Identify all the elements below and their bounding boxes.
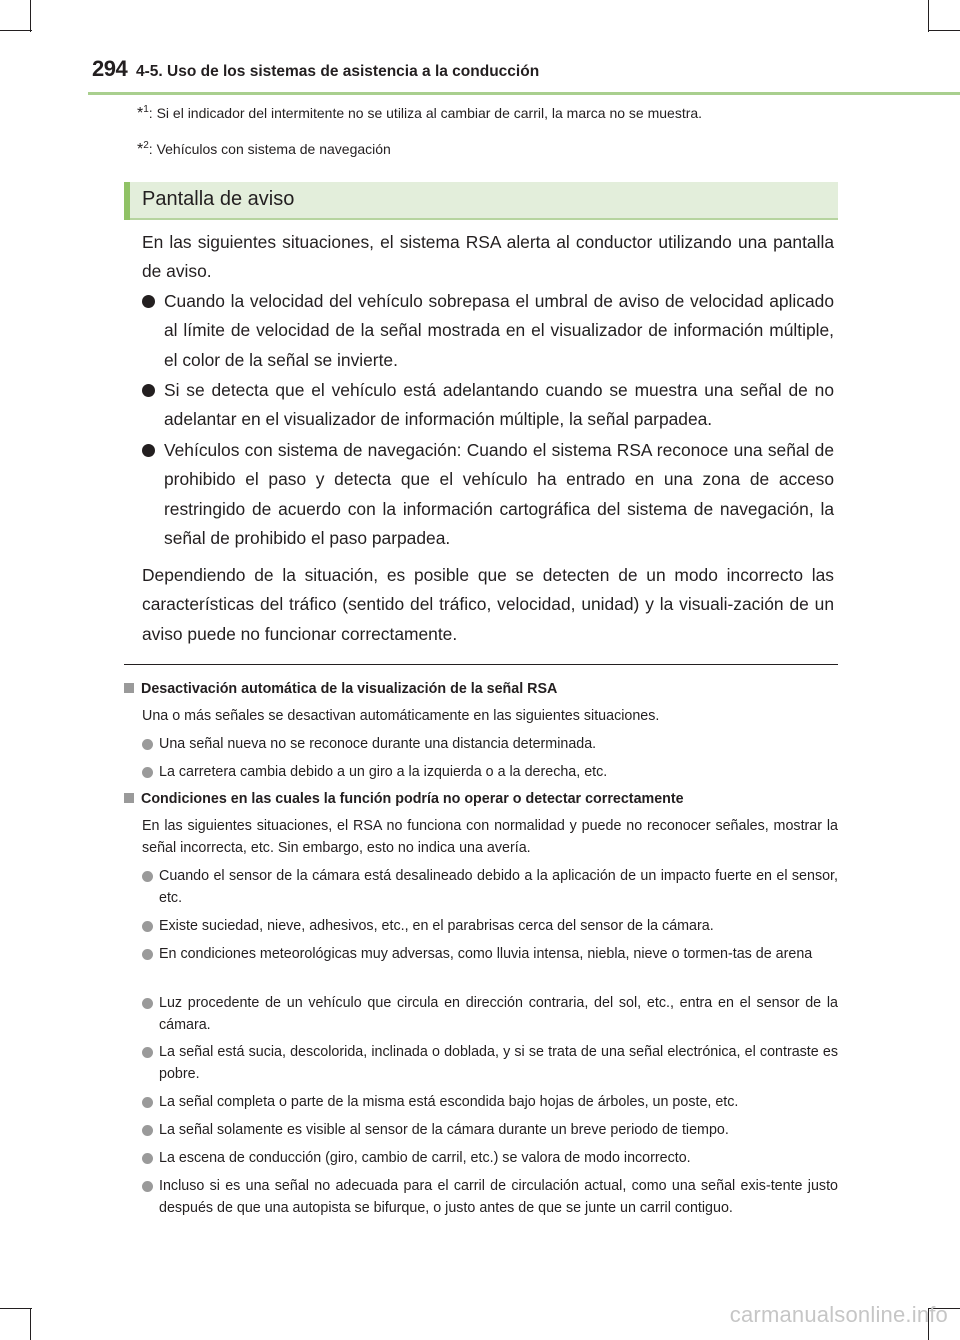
footnote-text: : Si el indicador del intermitente no se utiliza al cambiar de carril, la marca no se muestra. — [148, 105, 703, 121]
crop-mark — [0, 30, 32, 31]
note-item: Existe suciedad, nieve, adhesivos, etc., en el parabrisas cerca del sensor de la cámara. — [142, 916, 838, 938]
crop-mark — [0, 1308, 32, 1309]
heading-accent — [124, 182, 130, 220]
footnote-1 — [137, 104, 702, 123]
bullet-text: Cuando la velocidad del vehículo sobrepasa el umbral de aviso de velocidad aplicado al límite de velocidad de la señal mostrada en el visualizador de información múltiple, el color de la señal se invierte. — [164, 291, 834, 370]
watermark: carmanualsonline.info — [729, 1302, 948, 1327]
note-item: Incluso si es una señal no adecuada para el carril de circulación actual, como una señal exis-tente justo después de que una autopista se bifurque, o justo antes de que se junte un carril contiguo. — [142, 1176, 838, 1219]
bullet-dot — [142, 1047, 153, 1058]
bullet-text: Vehículos con sistema de navegación: Cuando el sistema RSA reconoce una señal de prohibido el paso y detecta que el vehículo ha entrado en una zona de acceso restringido de acuerdo con la información cartográfica del sistema de navegación, la señal de prohibido el paso parpadea. — [164, 440, 834, 549]
bullet-dot — [142, 949, 153, 960]
bullet-item — [142, 376, 834, 435]
bullet-dot — [142, 921, 153, 932]
crop-mark — [30, 1308, 31, 1340]
footnote-mark: *$^1$ — [137, 104, 149, 122]
crop-mark — [928, 0, 929, 32]
section-title: 4-5. Uso de los sistemas de asistencia a la conducción — [136, 63, 540, 80]
section-heading — [124, 182, 838, 220]
closing-paragraph: Dependiendo de la situación, es posible que se detecten de un modo incorrecto las características del tráfico (sentido del tráfico, velocidad, unidad) y la visuali-zación de un aviso puede no funcionar correctamente. — [142, 565, 834, 644]
section-heading-text: Pantalla de aviso — [142, 188, 295, 210]
bullet-item — [142, 436, 834, 554]
header-rule — [88, 92, 960, 95]
bullet-item — [142, 287, 834, 375]
square-bullet-icon — [124, 683, 134, 693]
footnote-text: : Vehículos con sistema de navegación — [148, 141, 391, 157]
note-item: En condiciones meteorológicas muy adversas, como lluvia intensa, niebla, nieve o tormen-tas de arena — [142, 944, 838, 966]
bullet-dot — [142, 444, 155, 457]
bullet-dot — [142, 384, 155, 397]
bullet-dot — [142, 739, 153, 750]
note-item: La señal completa o parte de la misma está escondida bajo hojas de árboles, un poste, etc. — [142, 1092, 838, 1114]
note-item: La señal está sucia, descolorida, inclinada o doblada, y si se trata de una señal electrónica, el contraste es pobre. — [142, 1042, 838, 1085]
note-intro: Una o más señales se desactivan automáticamente en las siguientes situaciones. — [142, 708, 660, 724]
note-item: La carretera cambia debido a un giro a la izquierda o a la derecha, etc. — [142, 762, 838, 784]
crop-mark — [30, 0, 31, 32]
note-intro: En las siguientes situaciones, el RSA no funciona con normalidad y puede no reconocer señales, mostrar la señal incorrecta, etc. Sin embargo, esto no indica una avería. — [142, 818, 838, 856]
bullet-dot — [142, 1181, 153, 1192]
intro-paragraph: En las siguientes situaciones, el sistema RSA alerta al conductor utilizando una pantalla de aviso. — [142, 232, 834, 282]
bullet-dot — [142, 1125, 153, 1136]
bullet-dot — [142, 1097, 153, 1108]
note-item: Una señal nueva no se reconoce durante una distancia determinada. — [142, 734, 838, 756]
note-heading: Condiciones en las cuales la función podría no operar o detectar correctamente — [124, 791, 684, 807]
bullet-dot — [142, 871, 153, 882]
bullet-dot — [142, 295, 155, 308]
bullet-text: Si se detecta que el vehículo está adelantando cuando se muestra una señal de no adelantar en el visualizador de información múltiple, la señal parpadea. — [164, 380, 834, 430]
note-item: La escena de conducción (giro, cambio de carril, etc.) se valora de modo incorrecto. — [142, 1148, 838, 1170]
footnote-mark: *$^2$ — [137, 140, 149, 158]
bullet-dot — [142, 767, 153, 778]
square-bullet-icon — [124, 793, 134, 803]
bullet-dot — [142, 1153, 153, 1164]
note-item: Luz procedente de un vehículo que circula en dirección contraria, del sol, etc., entra en el sensor de la cámara. — [142, 993, 838, 1036]
crop-mark — [928, 30, 960, 31]
footnote-2 — [137, 140, 391, 159]
note-item: Cuando el sensor de la cámara está desalineado debido a la aplicación de un impacto fuerte en el sensor, etc. — [142, 866, 838, 909]
divider — [124, 664, 838, 665]
note-item: La señal solamente es visible al sensor de la cámara durante un breve periodo de tiempo. — [142, 1120, 838, 1142]
bullet-dot — [142, 998, 153, 1009]
page-number: 294 — [92, 56, 128, 81]
note-heading: Desactivación automática de la visualización de la señal RSA — [124, 681, 557, 697]
